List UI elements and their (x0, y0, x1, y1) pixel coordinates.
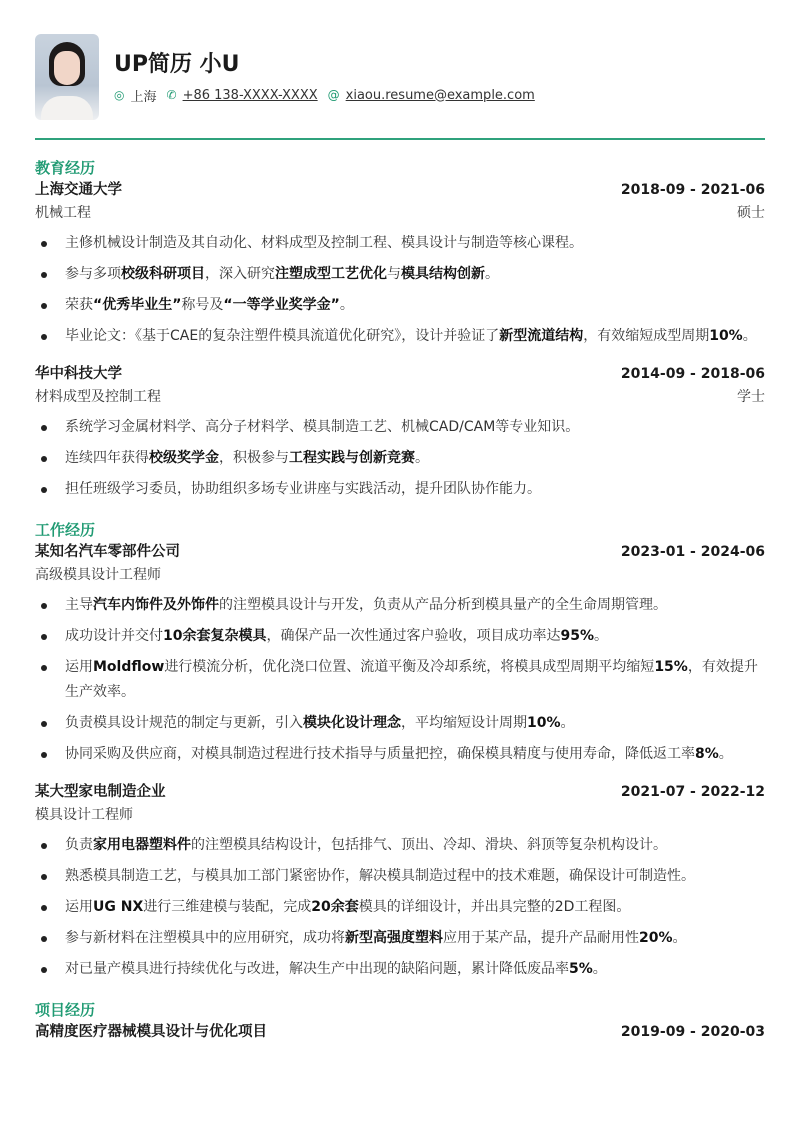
entry-subtitle-row (35, 804, 765, 827)
text: 应用于某产品，提升产品耐用性 (443, 930, 639, 946)
entry (35, 1021, 765, 1044)
highlight: 注塑成型工艺优化 (275, 266, 387, 282)
text: 。 (592, 961, 607, 977)
header-divider (35, 138, 765, 140)
entry-date: 2014-09 - 2018-06 (620, 366, 765, 382)
text: ，平均缩短设计周期 (401, 715, 527, 731)
text: ，有效缩短成型周期 (583, 328, 710, 344)
text: 主导 (65, 597, 93, 613)
highlight: 汽车内饰件及外饰件 (93, 597, 219, 613)
bullet-item (35, 655, 765, 705)
bullet-item (35, 231, 765, 256)
highlight: 新型高强度塑料 (345, 930, 443, 946)
text: 负责模具设计规范的制定与更新，引入 (65, 715, 303, 731)
bullet-list (35, 415, 765, 502)
highlight: 5% (569, 961, 593, 977)
profile-photo (35, 34, 99, 120)
entry-header (35, 781, 765, 804)
highlight: UG NX (93, 899, 144, 915)
text: 系统学习金属材料学、高分子材料学、模具制造工艺、机械CAD/CAM等专业知识。 (65, 419, 580, 435)
text: 进行三维建模与装配，完成 (143, 899, 312, 915)
highlight: 20余套 (311, 899, 359, 915)
entry-date: 2019-09 - 2020-03 (620, 1024, 765, 1040)
text: 负责 (65, 837, 93, 853)
highlight: 模块化设计理念 (303, 715, 401, 731)
highlight: “一等学业奖学金” (223, 297, 340, 313)
section-title: 项目经历 (35, 1001, 96, 1019)
text: 与 (387, 266, 401, 282)
entry-title: 某知名汽车零部件公司 (35, 544, 180, 560)
highlight: 10% (527, 715, 561, 731)
text: ，确保产品一次性通过客户验收，项目成功率达 (266, 628, 561, 644)
highlight: 10% (709, 328, 743, 344)
entry (35, 179, 765, 349)
entry-title: 华中科技大学 (35, 366, 122, 382)
entry-degree: 硕士 (737, 205, 765, 221)
highlight: 校级奖学金 (149, 450, 219, 466)
highlight: 20% (639, 930, 673, 946)
bullet-item (35, 477, 765, 502)
entry-subtitle-row (35, 386, 765, 409)
location-icon: ◎ (114, 88, 125, 102)
section-1 (35, 541, 765, 982)
bullet-list (35, 833, 765, 982)
text: 熟悉模具制造工艺，与模具加工部门紧密协作，解决模具制造过程中的技术难题，确保设计可制造性。 (65, 868, 695, 884)
phone-icon: ✆ (166, 88, 177, 102)
phone-link[interactable]: +86 138-XXXX-XXXX (182, 87, 318, 103)
bullet-item (35, 446, 765, 471)
highlight: 家用电器塑料件 (93, 837, 191, 853)
bullet-item (35, 262, 765, 287)
text: 毕业论文：《基于CAE的复杂注塑件模具流道优化研究》，设计并验证了 (65, 328, 500, 344)
contact-info (114, 86, 545, 105)
highlight: 15% (654, 659, 688, 675)
resume-header (35, 34, 765, 120)
highlight: 校级科研项目 (121, 266, 205, 282)
highlight: 新型流道结构 (499, 328, 584, 344)
text: 荣获 (65, 297, 93, 313)
highlight: Moldflow (93, 659, 165, 675)
section-title: 工作经历 (35, 521, 96, 539)
text: 。 (672, 930, 687, 946)
text: 。 (560, 715, 575, 731)
highlight: 工程实践与创新竞赛 (289, 450, 415, 466)
text: 称号及 (181, 297, 224, 313)
bullet-item (35, 293, 765, 318)
text: 主修机械设计制造及其自动化、材料成型及控制工程、模具设计与制造等核心课程。 (65, 235, 583, 251)
entry-subtitle-row (35, 202, 765, 225)
text: 。 (415, 450, 429, 466)
text: 。 (594, 628, 608, 644)
entry (35, 541, 765, 767)
bullet-item (35, 324, 765, 349)
entry-subtitle: 高级模具设计工程师 (35, 567, 161, 583)
entry-date: 2021-07 - 2022-12 (620, 784, 765, 800)
section-0 (35, 179, 765, 502)
highlight: 8% (695, 746, 719, 762)
bullet-item (35, 895, 765, 920)
text: 参与多项 (65, 266, 121, 282)
entry-title: 某大型家电制造企业 (35, 784, 166, 800)
text: 。 (718, 746, 733, 762)
text: 连续四年获得 (65, 450, 149, 466)
text: 对已量产模具进行持续优化与改进，解决生产中出现的缺陷问题，累计降低废品率 (65, 961, 569, 977)
text: 的注塑模具设计与开发，负责从产品分析到模具量产的全生命周期管理。 (219, 597, 667, 613)
entry-header (35, 541, 765, 564)
entry (35, 781, 765, 982)
section-title: 教育经历 (35, 159, 96, 177)
bullet-item (35, 926, 765, 951)
text: ，深入研究 (205, 266, 275, 282)
entry (35, 363, 765, 502)
text: 担任班级学习委员，协助组织多场专业讲座与实践活动，提升团队协作能力。 (65, 481, 541, 497)
bullet-item (35, 624, 765, 649)
entry-subtitle: 机械工程 (35, 205, 91, 221)
highlight: 10余套复杂模具 (163, 628, 267, 644)
bullet-item (35, 415, 765, 440)
resume-page (35, 34, 765, 1044)
at-icon: @ (327, 88, 340, 102)
text: 运用 (65, 659, 93, 675)
text: 模具的详细设计，并出具完整的2D工程图。 (358, 899, 631, 915)
entry-header (35, 363, 765, 386)
entry-subtitle: 模具设计工程师 (35, 807, 133, 823)
bullet-item (35, 833, 765, 858)
entry-date: 2023-01 - 2024-06 (620, 544, 765, 560)
highlight: 模具结构创新 (401, 266, 485, 282)
bullet-item (35, 711, 765, 736)
text: 。 (485, 266, 499, 282)
entry-title: 上海交通大学 (35, 182, 122, 198)
entry-degree: 学士 (737, 389, 765, 405)
text: 的注塑模具结构设计，包括排气、顶出、冷却、滑块、斜顶等复杂机构设计。 (191, 837, 667, 853)
bullet-list (35, 593, 765, 767)
text: 。 (742, 328, 757, 344)
text: 进行模流分析，优化浇口位置、流道平衡及冷却系统，将模具成型周期平均缩短 (164, 659, 655, 675)
text: 。 (339, 297, 354, 313)
section-2 (35, 1021, 765, 1044)
text: 参与新材料在注塑模具中的应用研究，成功将 (65, 930, 345, 946)
text: 成功设计并交付 (65, 628, 163, 644)
bullet-list (35, 231, 765, 349)
text: 协同采购及供应商，对模具制造过程进行技术指导与质量把控，确保模具精度与使用寿命，降低返工率 (65, 746, 695, 762)
entry-subtitle-row (35, 564, 765, 587)
bullet-item (35, 957, 765, 982)
email-link[interactable]: xiaou.resume@example.com (345, 87, 535, 103)
entry-title: 高精度医疗器械模具设计与优化项目 (35, 1024, 267, 1040)
candidate-name: UP简历 小U (114, 51, 240, 77)
location: 上海 (130, 89, 157, 105)
text: 运用 (65, 899, 93, 915)
entry-header (35, 179, 765, 202)
entry-subtitle: 材料成型及控制工程 (35, 389, 161, 405)
text: ，积极参与 (219, 450, 289, 466)
bullet-item (35, 742, 765, 767)
entry-header (35, 1021, 765, 1044)
bullet-item (35, 864, 765, 889)
text: ，有效提升生产效率。 (65, 659, 758, 700)
highlight: “优秀毕业生” (93, 297, 182, 313)
highlight: 95% (560, 628, 594, 644)
bullet-item (35, 593, 765, 618)
entry-date: 2018-09 - 2021-06 (620, 182, 765, 198)
